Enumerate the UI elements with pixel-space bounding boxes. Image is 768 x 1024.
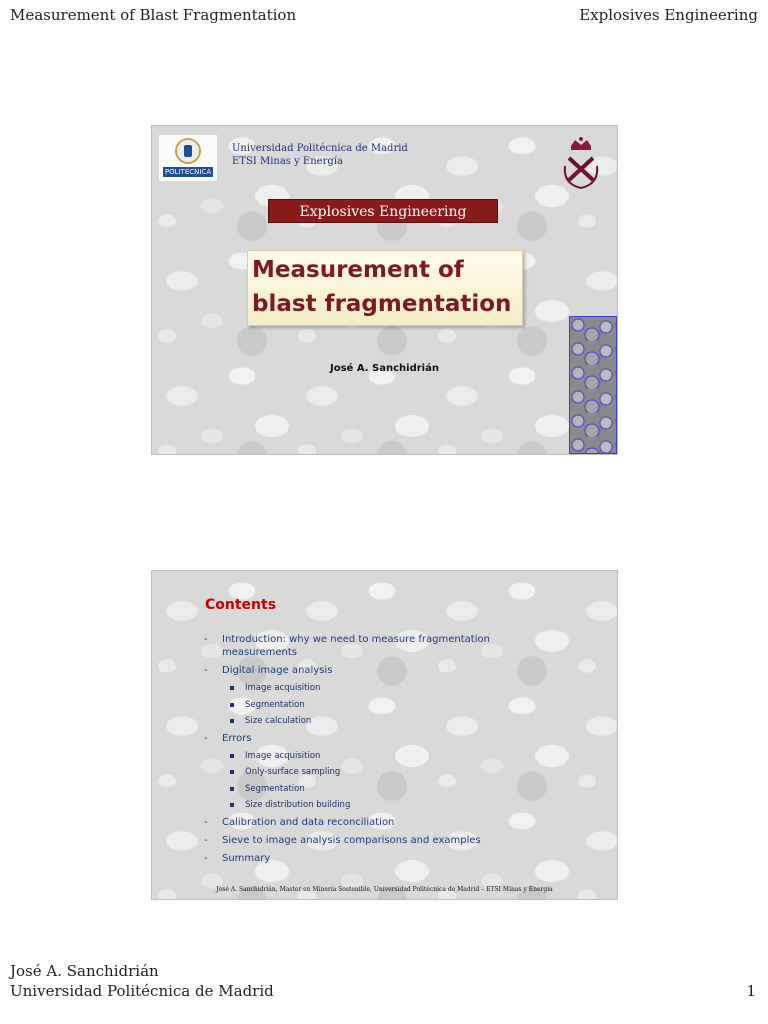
contents-subitem: Size distribution building <box>204 799 524 811</box>
contents-subitem: Segmentation <box>204 783 524 795</box>
university-name <box>232 142 408 168</box>
university-line-1: Universidad Politécnica de Madrid <box>232 143 408 154</box>
upm-logo <box>158 134 218 182</box>
slide-title <box>151 125 618 455</box>
course-banner: Explosives Engineering <box>268 199 498 223</box>
contents-item: - Errors <box>204 732 524 745</box>
contents-subitem: Size calculation <box>204 715 524 727</box>
contents-item: - Digital image analysis <box>204 664 524 677</box>
contents-item: - Sieve to image analysis comparisons and examples <box>204 834 524 847</box>
contents-subitem: Segmentation <box>204 699 524 711</box>
contents-title: Contents <box>205 597 277 613</box>
contents-subitem: Image acquisition <box>204 682 524 694</box>
footer-institution: Universidad Politécnica de Madrid <box>10 982 274 1000</box>
slide-footer: José A. Sanchidrián, Master en Minería Sostenible, Universidad Politécnica de Madrid – ETSI Minas y Energía <box>216 886 553 893</box>
segmented-rock-image <box>569 316 617 454</box>
contents-list <box>204 633 524 870</box>
slide-contents <box>151 570 618 900</box>
university-line-2: ETSI Minas y Energía <box>232 156 343 167</box>
page-header-right: Explosives Engineering <box>579 6 758 24</box>
upm-seal-icon <box>175 138 201 164</box>
title-line-1: Measurement of <box>252 257 464 283</box>
footer-author: José A. Sanchidrián <box>10 962 159 980</box>
page-header-left: Measurement of Blast Fragmentation <box>10 6 297 24</box>
contents-subitem: Only-surface sampling <box>204 766 524 778</box>
page-number: 1 <box>746 982 756 1000</box>
title-line-2: blast fragmentation <box>252 291 512 317</box>
slide-title-box <box>247 250 523 326</box>
upm-logo-band: POLITÉCNICA <box>164 168 212 176</box>
slide-author: José A. Sanchidrián <box>330 363 439 374</box>
contents-item: - Summary <box>204 852 524 865</box>
contents-item: - Introduction: why we need to measure fragmentation measurements <box>204 633 524 659</box>
mining-school-crest-icon <box>557 136 605 190</box>
contents-subitem: Image acquisition <box>204 750 524 762</box>
contents-item: - Calibration and data reconciliation <box>204 816 524 829</box>
